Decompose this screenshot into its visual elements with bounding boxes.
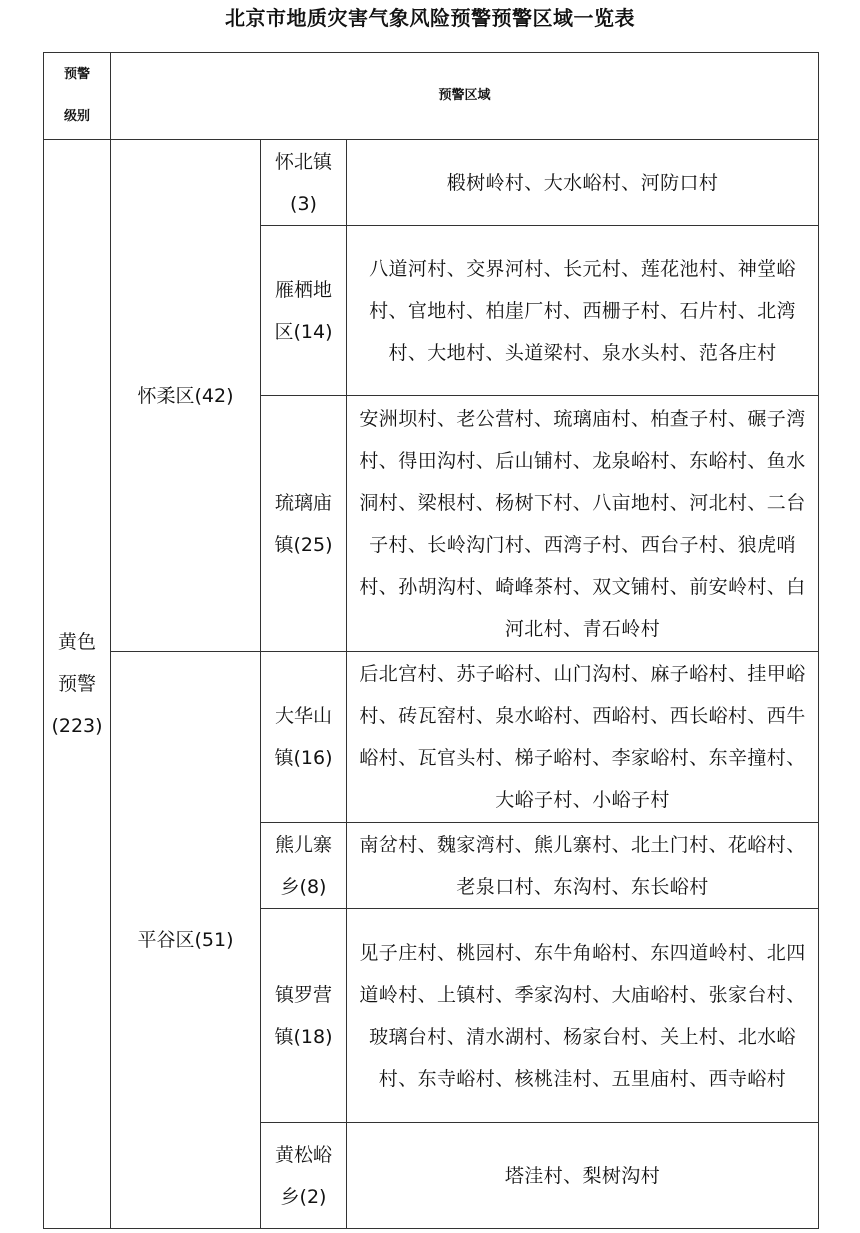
header-region-cell: 预警区域 bbox=[111, 53, 819, 140]
town-cell bbox=[261, 140, 347, 226]
town-cell bbox=[261, 396, 347, 652]
level-count: (223) bbox=[51, 715, 103, 737]
town-name: 琉璃庙 bbox=[274, 491, 332, 514]
header-level-cell bbox=[44, 53, 111, 140]
villages-cell: 椴树岭村、大水峪村、河防口村 bbox=[347, 140, 819, 226]
town-cell bbox=[261, 823, 347, 909]
town-name: 雁栖地 bbox=[274, 278, 332, 301]
level-line2: 预警 bbox=[57, 673, 96, 695]
town-name: 黄松峪 bbox=[274, 1143, 332, 1166]
town-count: (3) bbox=[290, 192, 317, 215]
villages-cell: 八道河村、交界河村、长元村、莲花池村、神堂峪村、官地村、柏崖厂村、西栅子村、石片村、北湾村、大地村、头道梁村、泉水头村、范各庄村 bbox=[347, 226, 819, 396]
villages-cell: 后北宫村、苏子峪村、山门沟村、麻子峪村、挂甲峪村、砖瓦窑村、泉水峪村、西峪村、西长峪村、西牛峪村、瓦官头村、梯子峪村、李家峪村、东辛撞村、大峪子村、小峪子村 bbox=[347, 652, 819, 823]
villages-cell: 安洲坝村、老公营村、琉璃庙村、柏查子村、碾子湾村、得田沟村、后山铺村、龙泉峪村、东峪村、鱼水洞村、梁根村、杨树下村、八亩地村、河北村、二台子村、长岭沟门村、西湾子村、西台子村、狼虎哨村、孙胡沟村、崎峰茶村、双文铺村、前安岭村、白河北村、青石岭村 bbox=[347, 396, 819, 652]
table-row bbox=[44, 140, 819, 226]
district-cell: 平谷区(51) bbox=[111, 652, 261, 1229]
town-count: 镇(25) bbox=[274, 533, 333, 556]
warning-region-table bbox=[43, 52, 819, 1229]
town-cell bbox=[261, 909, 347, 1123]
villages-cell: 见子庄村、桃园村、东牛角峪村、东四道岭村、北四道岭村、上镇村、季家沟村、大庙峪村、张家台村、玻璃台村、清水湖村、杨家台村、关上村、北水峪村、东寺峪村、核桃洼村、五里庙村、西寺峪村 bbox=[347, 909, 819, 1123]
header-level-line2: 级别 bbox=[63, 109, 90, 124]
header-row bbox=[44, 53, 819, 140]
villages-cell: 南岔村、魏家湾村、熊儿寨村、北土门村、花峪村、老泉口村、东沟村、东长峪村 bbox=[347, 823, 819, 909]
town-name: 怀北镇 bbox=[274, 150, 332, 173]
header-level-line1: 预警 bbox=[63, 67, 90, 82]
district-cell: 怀柔区(42) bbox=[111, 140, 261, 652]
villages-cell: 塔洼村、梨树沟村 bbox=[347, 1123, 819, 1229]
town-count: 乡(2) bbox=[280, 1185, 327, 1208]
table-row bbox=[44, 652, 819, 823]
town-cell bbox=[261, 226, 347, 396]
town-count: 镇(18) bbox=[274, 1025, 333, 1048]
town-count: 镇(16) bbox=[274, 747, 333, 769]
town-name: 熊儿寨 bbox=[274, 833, 332, 856]
town-count: 乡(8) bbox=[280, 875, 327, 898]
level-cell bbox=[44, 140, 111, 1229]
town-cell bbox=[261, 652, 347, 823]
level-line1: 黄色 bbox=[57, 631, 96, 653]
town-cell bbox=[261, 1123, 347, 1229]
page-title: 北京市地质灾害气象风险预警预警区域一览表 bbox=[225, 6, 635, 30]
town-count: 区(14) bbox=[274, 320, 333, 343]
town-name: 镇罗营 bbox=[274, 983, 332, 1006]
town-name: 大华山 bbox=[274, 705, 332, 727]
